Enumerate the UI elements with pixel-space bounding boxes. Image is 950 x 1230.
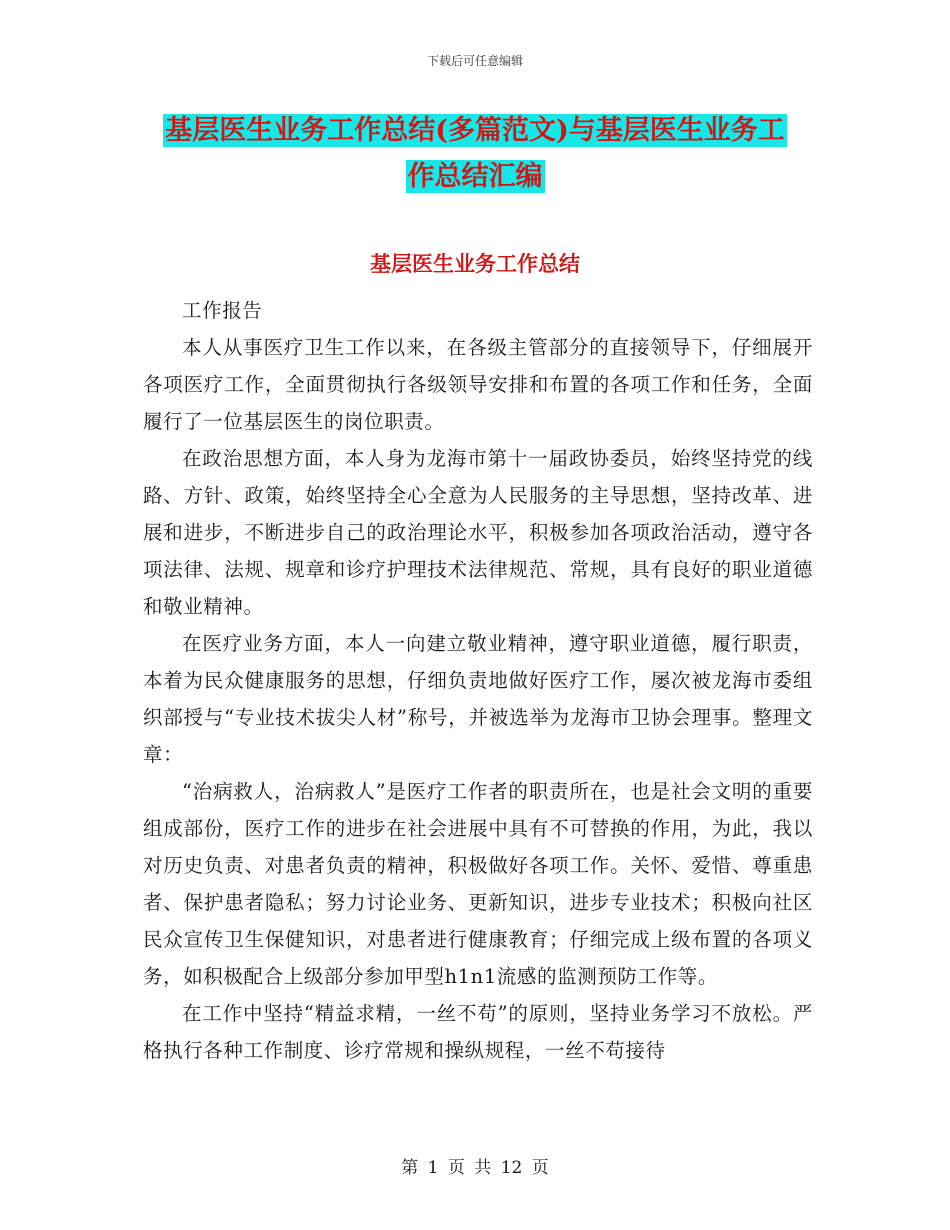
paragraph: “治病救人，治病救人”是医疗工作者的职责所在，也是社会文明的重要组成部份，医疗工作的进步在社会进展中具有不可替换的作用，为此，我以对历史负责、对患者负责的精神，积极做好各项工作。关怀、爱惜、尊重患者、保护患者隐私；努力讨论业务、更新知识，进步专业技术；积极向社区民众宣传卫生保健知识，对患者进行健康教育；仔细完成上级布置的各项义务，如积极配合上级部分参加甲型h1n1流感的监测预防工作等。 — [143, 780, 813, 988]
document-title-line-1: 基层医生业务工作总结(多篇范文)与基层医生业务工 — [165, 115, 785, 146]
paragraph-report-label: 工作报告 — [182, 299, 263, 322]
document-title-line-2: 作总结汇编 — [407, 161, 543, 192]
paragraph: 在医疗业务方面，本人一向建立敬业精神，遵守职业道德，履行职责，本着为民众健康服务的思想，仔细负责地做好医疗工作，屡次被龙海市委组织部授与“专业技术拔尖人材”称号，并被选举为龙海市卫协会理事。整理文章： — [143, 632, 813, 766]
paragraph: 在工作中坚持“精益求精，一丝不苟”的原则，坚持业务学习不放松。严格执行各种工作制度、诊疗常规和操纵规程，一丝不苟接待 — [143, 1002, 813, 1062]
document-title — [150, 108, 800, 200]
paragraph: 本人从事医疗卫生工作以来，在各级主管部分的直接领导下，仔细展开各项医疗工作，全面贯彻执行各级领导安排和布置的各项工作和任务，全面履行了一位基层医生的岗位职责。 — [143, 336, 813, 433]
section-title: 基层医生业务工作总结 — [370, 251, 580, 276]
paragraph: 在政治思想方面，本人身为龙海市第十一届政协委员，始终坚持党的线路、方针、政策，始终坚持全心全意为人民服务的主导思想，坚持改革、进展和进步，不断进步自己的政治理论水平，积极参加各项政治活动，遵守各项法律、法规、规章和诊疗护理技术法律规范、常规，具有良好的职业道德和敬业精神。 — [143, 447, 813, 618]
page-header-note: 下载后可任意编辑 — [426, 54, 523, 68]
page-number-footer: 第 1 页 共 12 页 — [401, 1158, 549, 1178]
document-body — [143, 292, 813, 1069]
